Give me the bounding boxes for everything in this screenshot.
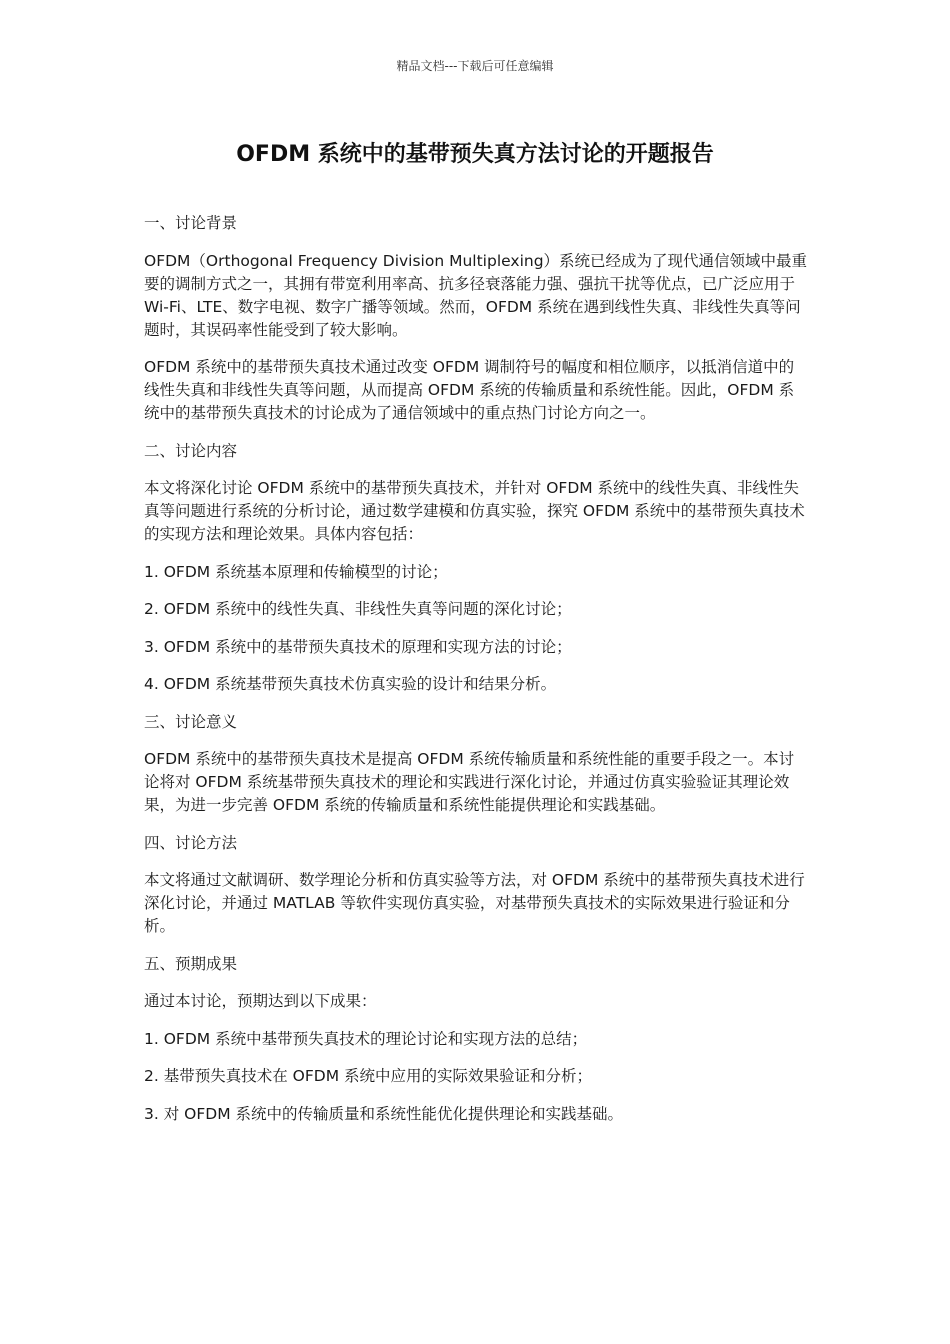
document-title: OFDM 系统中的基带预失真方法讨论的开题报告 [236,142,714,167]
paragraph: OFDM（Orthogonal Frequency Division Multiplexing）系统已经成为了现代通信领域中最重要的调制方式之一，其拥有带宽利用率高、抗多径衰落能力强、强抗干扰等优点，已广泛应用于 Wi-Fi、LTE、数字电视、数字广播等领域。然而，OFDM 系统在遇到线性失真、非线性失真等问题时，其误码率性能受到了较大影响。 [144,251,808,339]
list-item: 2. 基带预失真技术在 OFDM 系统中应用的实际效果验证和分析； [144,1067,592,1085]
page-header-note: 精品文档---下载后可任意编辑 [396,59,554,73]
paragraph: 本文将通过文献调研、数学理论分析和仿真实验等方法，对 OFDM 系统中的基带预失真技术进行深化讨论，并通过 MATLAB 等软件实现仿真实验，对基带预失真技术的实际效果进行验证和分析。 [144,871,805,935]
section-heading-significance: 三、讨论意义 [144,712,238,731]
list-item: 3. OFDM 系统中的基带预失真技术的原理和实现方法的讨论； [144,637,572,656]
paragraph: OFDM 系统中的基带预失真技术通过改变 OFDM 调制符号的幅度和相位顺序，以抵消信道中的线性失真和非线性失真等问题，从而提高 OFDM 系统的传输质量和系统性能。因此，OFDM 系统中的基带预失真技术的讨论成为了通信领域中的重点热门讨论方向之一。 [144,358,795,422]
list-item: 1. OFDM 系统基本原理和传输模型的讨论； [144,562,448,581]
paragraph: 本文将深化讨论 OFDM 系统中的基带预失真技术，并针对 OFDM 系统中的线性失真、非线性失真等问题进行系统的分析讨论，通过数学建模和仿真实验，探究 OFDM 系统中的基带预失真技术的实现方法和理论效果。具体内容包括： [144,479,805,543]
list-item: 4. OFDM 系统基带预失真技术仿真实验的设计和结果分析。 [144,675,557,693]
list-item: 1. OFDM 系统中基带预失真技术的理论讨论和实现方法的总结； [144,1029,588,1048]
section-heading-background: 一、讨论背景 [144,214,238,232]
list-item: 3. 对 OFDM 系统中的传输质量和系统性能优化提供理论和实践基础。 [144,1104,623,1123]
document-body [144,212,808,1140]
section-heading-results: 五、预期成果 [144,954,238,973]
paragraph: 通过本讨论，预期达到以下成果： [144,992,377,1010]
list-item: 2. OFDM 系统中的线性失真、非线性失真等问题的深化讨论； [144,600,572,618]
paragraph: OFDM 系统中的基带预失真技术是提高 OFDM 系统传输质量和系统性能的重要手段之一。本讨论将对 OFDM 系统基带预失真技术的理论和实践进行深化讨论，并通过仿真实验验证其理论效果，为进一步完善 OFDM 系统的传输质量和系统性能提供理论和实践基础。 [144,750,795,814]
section-heading-content: 二、讨论内容 [144,441,238,460]
section-heading-method: 四、讨论方法 [144,833,238,852]
